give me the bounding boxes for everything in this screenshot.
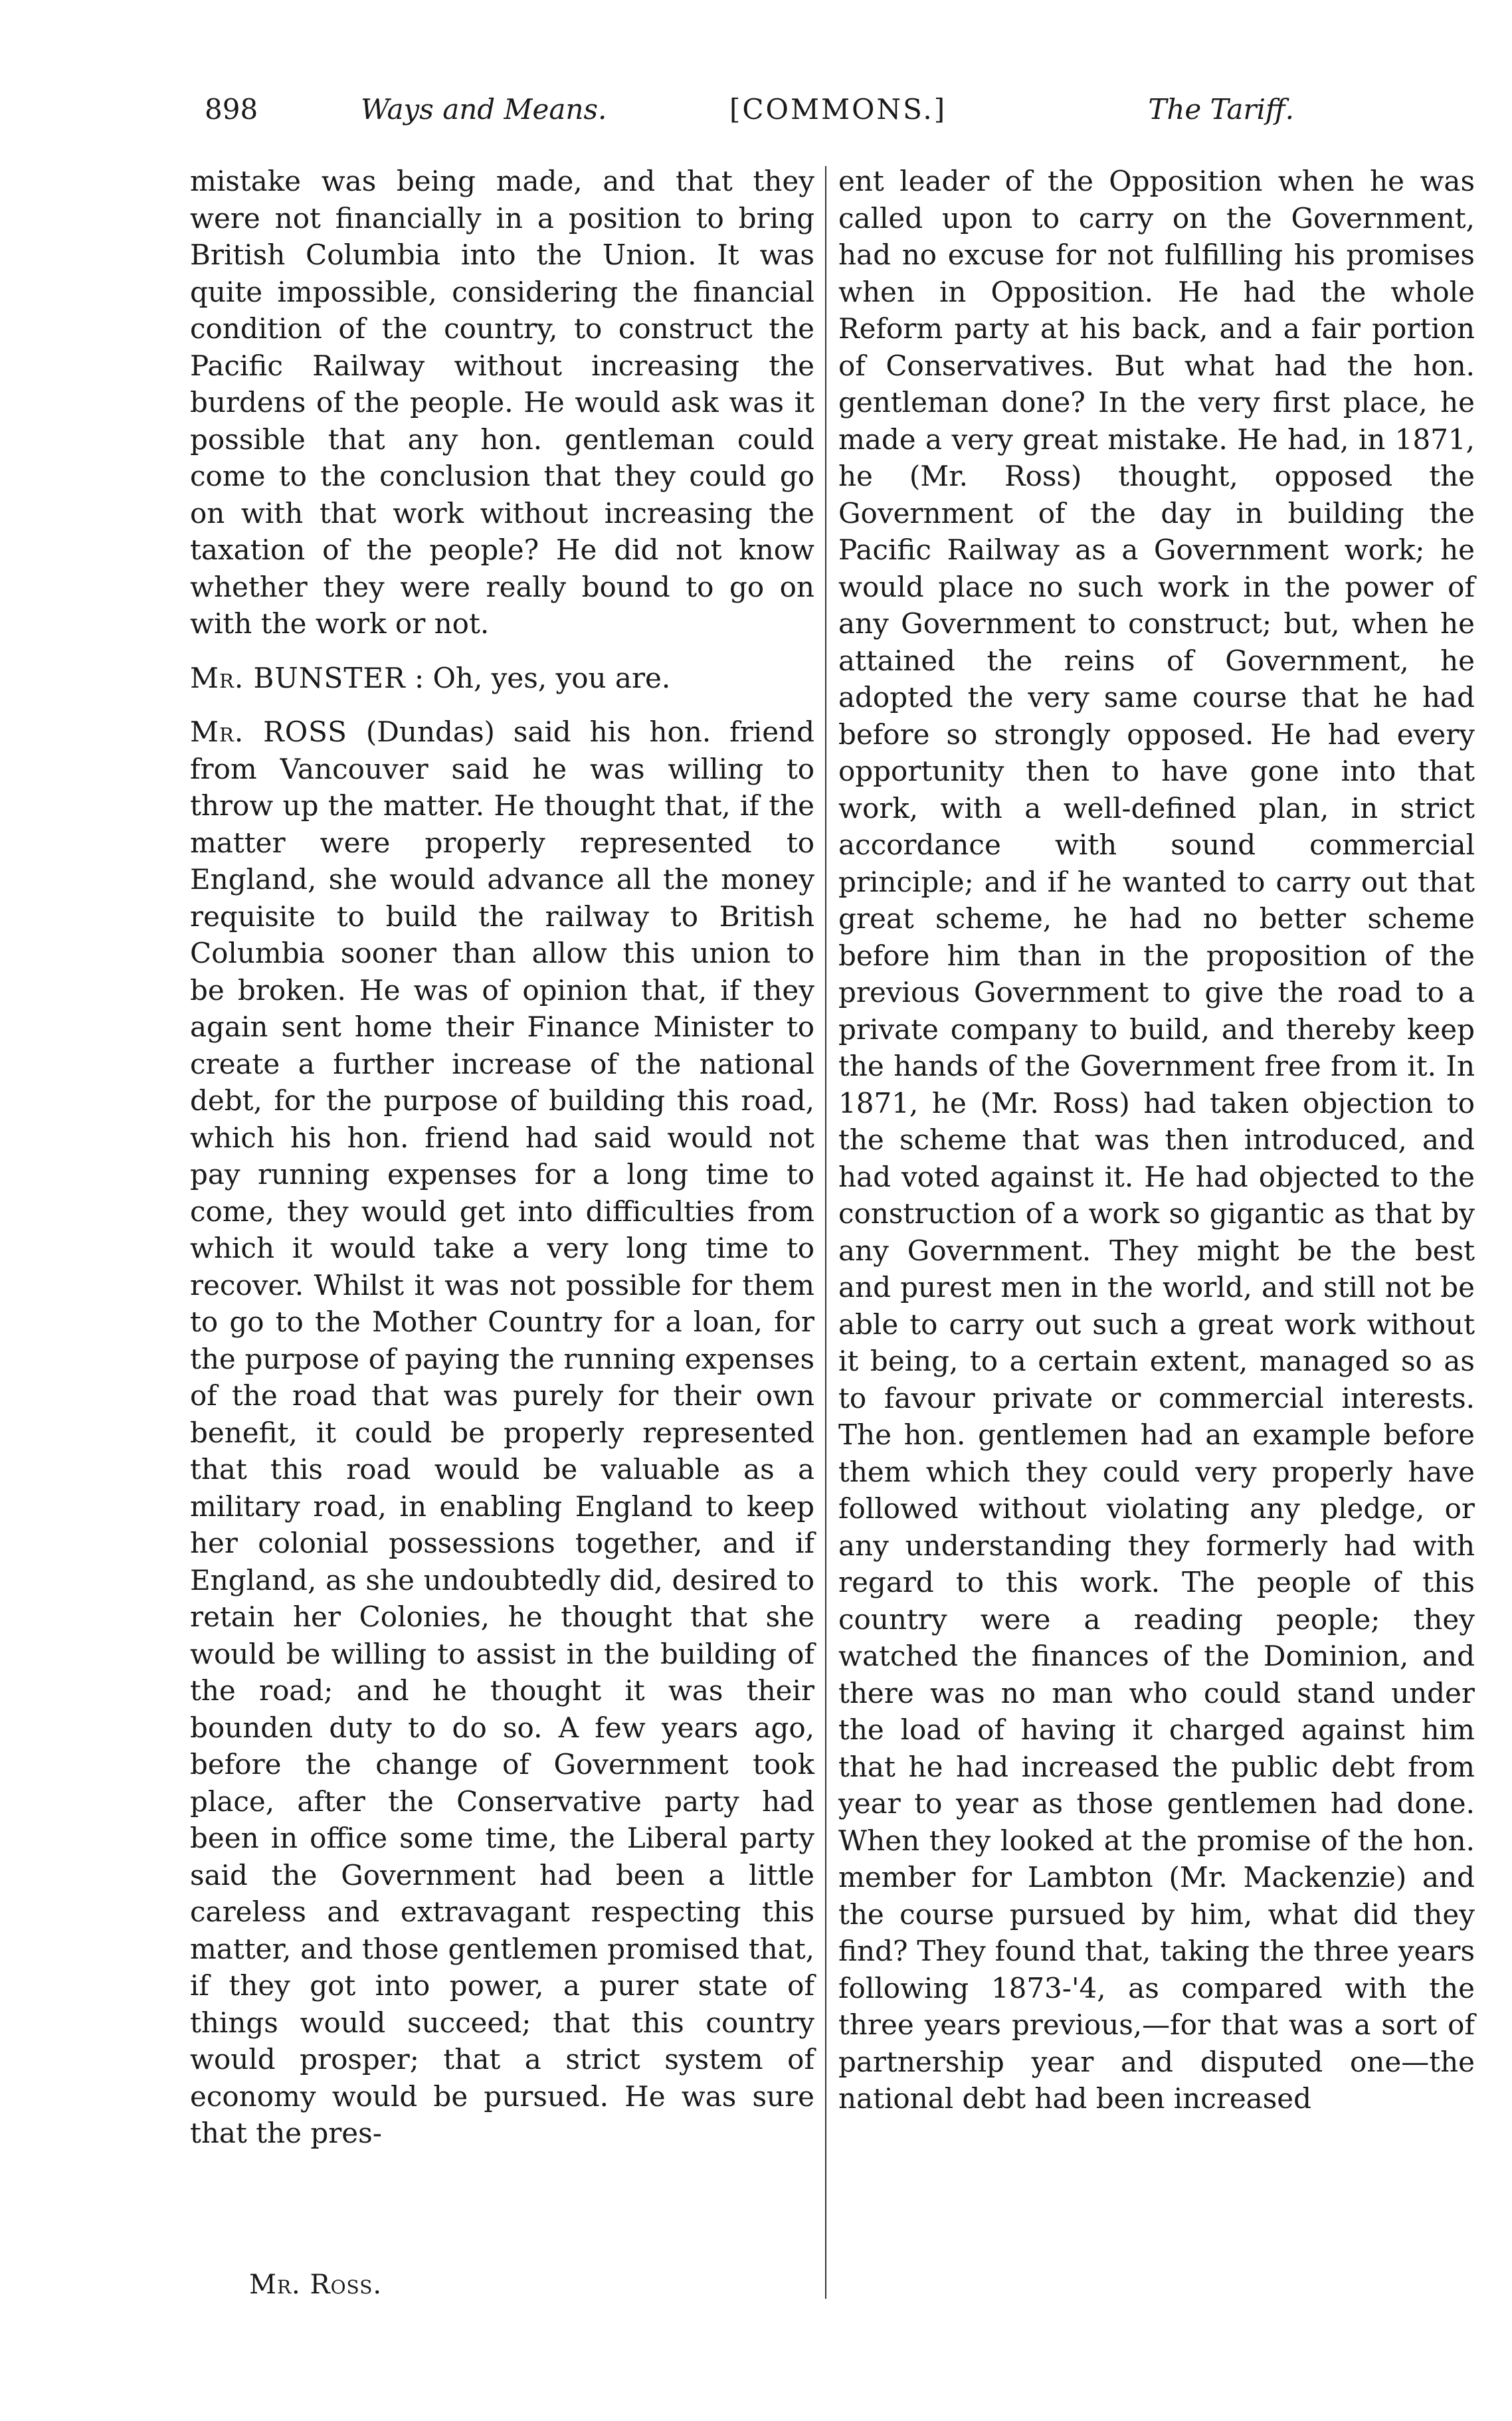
speech-text: (Dundas) said his hon. friend from Vancouver said he was willing to throw up the matter. He thought that, if the matter were properly represented to England, she would advance all the money requisite to build the railway to British Columbia sooner than allow this union to be broken. He was of opinion that, if they again sent home their Finance Minister to create a further increase of the national debt, for the purpose of building this road, which his hon. friend had said would not pay running expenses for a long time to come, they would get into difficulties from which it would take a very long time to recover. Whilst it was not possible for them to go to the Mother Country for a loan, for the purpose of paying the running expenses of the road that was purely for their own benefit, it could be properly represented that this road would be valuable as a military road, in enabling England to keep her colonial possessions together, and if England, as she undoubtedly did, desired to retain her Colonies, he thought that she would be willing to assist in the building of the road; and he thought it was their bounden duty to do so. A few years ago, before the change of Government took place, after the Conservative party had been in office some time, the Liberal party said the Government had been a little careless and extravagant respecting this matter, and those gentlemen promised that, if they got into power, a purer state of things would succeed; that this country would prosper; that a strict system of economy would be pursued. He was sure that the pres- bbox=[190, 716, 814, 2149]
speech-text: : Oh, yes, you are. bbox=[414, 661, 671, 694]
right-paragraph-1: ent leader of the Opposition when he was called upon to carry on the Government, had no excuse for not fulfilling his promises when in Opposition. He had the whole Reform party at his back, and a fair portion of Conservatives. But what had the hon. gentleman done? In the very first place, he made a very great mistake. He had, in 1871, he (Mr. Ross) thought, opposed the Government of the day in building the Pacific Railway as a Government work; he would place no such work in the power of any Government to construct; but, when he attained the reins of Government, he adopted the very same course that he had before so strongly opposed. He had every opportunity then to have gone into that work, with a well-defined plan, in strict accordance with sound commercial principle; and if he wanted to carry out that great scheme, he had no better scheme before him than in the proposition of the previous Government to give the road to a private company to build, and thereby keep the hands of the Government free from it. In 1871, he (Mr. Ross) had taken objection to the scheme that was then introduced, and had voted against it. He had objected to the construction of a work so gigantic as that by any Government. They might be the best and purest men in the world, and still not be able to carry out such a great work without it being, to a certain extent, managed so as to favour private or commercial interests. The hon. gentlemen had an example before them which they could very properly have followed without violating any pledge, or any understanding they formerly had with regard to this work. The people of this country were a reading people; they watched the finances of the Dominion, and there was no man who could stand under the load of having it charged against him that he had increased the public debt from year to year as those gentlemen had done. When they looked at the promise of the hon. member for Lambton (Mr. Mackenzie) and the course pursued by him, what did they find? They found that, taking the three years following 1873-'4, as compared with the three years previous,—for that was a sort of partnership year and disputed one—the national debt had been increased bbox=[838, 165, 1475, 2115]
right-column bbox=[838, 163, 1475, 2117]
speaker-name: Mr. ROSS bbox=[190, 716, 347, 748]
header-center-title: [COMMONS.] bbox=[729, 93, 947, 126]
left-paragraph-2 bbox=[190, 660, 814, 697]
header-left-title: Ways and Means. bbox=[361, 93, 607, 126]
left-column bbox=[190, 163, 814, 2152]
page-number: 898 bbox=[205, 93, 258, 126]
header-right-title: The Tariff. bbox=[1148, 93, 1294, 126]
column-divider bbox=[825, 166, 826, 2299]
footer-catchword: Mr. Ross. bbox=[249, 2270, 383, 2300]
left-paragraph-1: mistake was being made, and that they were not financially in a position to bring British Columbia into the Union. It was quite impossible, considering the financial condition of the country, to construct the Pacific Railway without increasing the burdens of the people. He would ask was it possible that any hon. gentleman could come to the conclusion that they could go on with that work without increasing the taxation of the people? He did not know whether they were really bound to go on with the work or not. bbox=[190, 165, 814, 640]
running-header bbox=[205, 86, 1294, 133]
speaker-name: Mr. BUNSTER bbox=[190, 661, 406, 694]
left-paragraph-3 bbox=[190, 714, 814, 2152]
